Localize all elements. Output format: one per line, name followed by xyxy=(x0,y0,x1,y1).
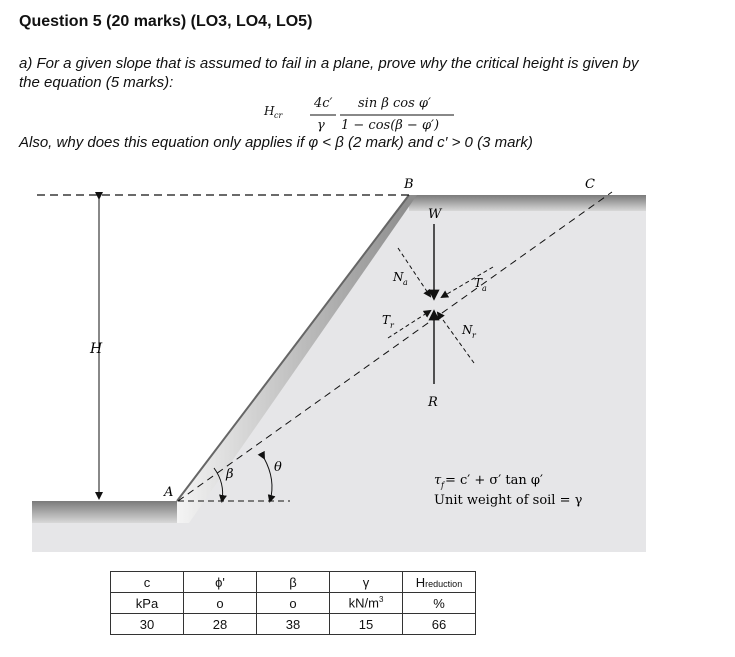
value-c: 30 xyxy=(111,614,184,635)
na-sub: a xyxy=(403,278,408,287)
height-label: H xyxy=(90,341,103,357)
value-beta: 38 xyxy=(257,614,330,635)
reaction-label: R xyxy=(428,395,438,410)
eq-lhs: H xyxy=(264,104,275,118)
header-beta: β xyxy=(257,572,330,593)
unit-beta: o xyxy=(257,593,330,614)
theta-label: θ xyxy=(274,460,282,475)
table-units-row xyxy=(111,593,476,614)
weight-label: W xyxy=(428,207,442,222)
header-h-reduction: Hreduction xyxy=(403,572,476,593)
eq-den-right: 1 − cos(β − φ′) xyxy=(341,118,440,133)
na-label: N xyxy=(393,270,404,284)
shear-strength-tau: τ xyxy=(434,473,442,488)
eq-num-right: sin β cos φ′ xyxy=(358,96,431,111)
table-values-row xyxy=(111,614,476,635)
crest-surface xyxy=(409,195,646,211)
unit-h-reduction: % xyxy=(403,593,476,614)
question-title: Question 5 (20 marks) (LO3, LO4, LO5) xyxy=(19,13,313,30)
header-phi: ϕ' xyxy=(184,572,257,593)
unit-weight-text: Unit weight of soil = γ xyxy=(434,493,583,508)
tr-sub: r xyxy=(390,321,394,330)
tr-label: T xyxy=(382,313,391,327)
part-a-line-2: the equation (5 marks): xyxy=(19,74,174,91)
slope-diagram xyxy=(32,170,652,555)
unit-phi: o xyxy=(184,593,257,614)
toe-surface xyxy=(32,501,178,523)
eq-num-left: 4c′ xyxy=(314,96,333,111)
header-gamma: γ xyxy=(330,572,403,593)
table-header-row xyxy=(111,572,476,593)
nr-label: N xyxy=(462,323,473,337)
shear-strength-equation: = c′ + σ′ tan φ′ xyxy=(445,473,543,488)
beta-label: β xyxy=(226,467,234,482)
unit-gamma: $kN/m^3$ xyxy=(330,593,403,614)
unit-c: kPa xyxy=(111,593,184,614)
eq-lhs-sub: cr xyxy=(274,111,283,120)
critical-height-equation xyxy=(262,93,472,135)
part-a-line-1: a) For a given slope that is assumed to fail in a plane, prove why the critical height is given by xyxy=(19,55,639,72)
value-phi: 28 xyxy=(184,614,257,635)
eq-den-left: γ xyxy=(317,118,325,133)
value-gamma: 15 xyxy=(330,614,403,635)
parameter-table xyxy=(110,571,476,635)
value-h-reduction: 66 xyxy=(403,614,476,635)
point-a-label: A xyxy=(164,485,174,500)
point-c-label: C xyxy=(585,177,595,192)
shear-strength-sub: f xyxy=(441,481,444,490)
also-line: Also, why does this equation only applies if φ < β (2 mark) and c′ > 0 (3 mark) xyxy=(19,134,533,151)
point-b-label: B xyxy=(404,177,414,192)
ta-label: T xyxy=(474,276,483,290)
ta-sub: a xyxy=(482,284,487,293)
nr-sub: r xyxy=(472,331,476,340)
header-c: c xyxy=(111,572,184,593)
